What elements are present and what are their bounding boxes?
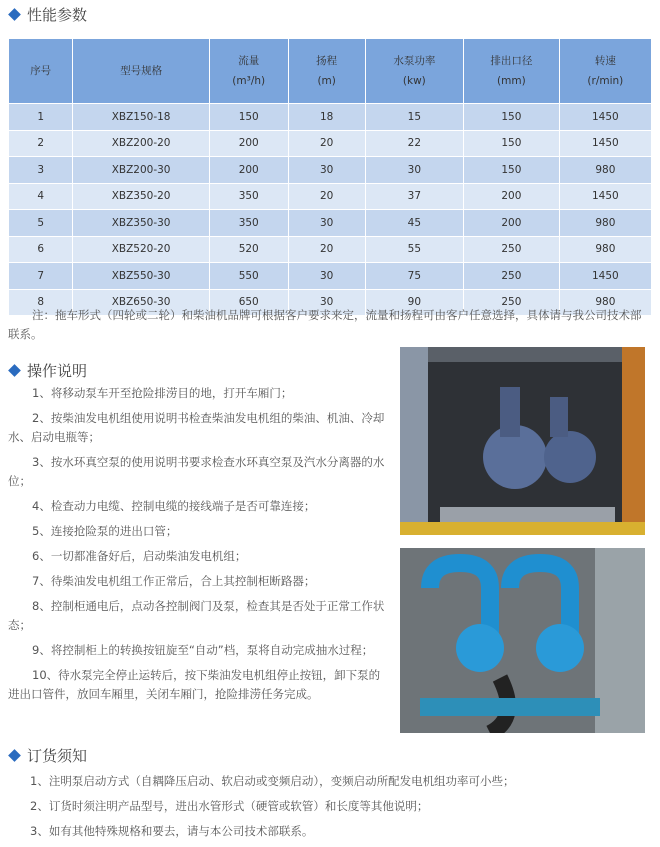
table-cell: 7 xyxy=(9,263,73,290)
table-cell: 250 xyxy=(464,263,560,290)
table-cell: 55 xyxy=(365,236,463,263)
header-unit: (m³/h) xyxy=(232,75,266,87)
heading-text: 订货须知 xyxy=(27,747,88,765)
header-unit: (m) xyxy=(317,75,336,87)
operation-steps xyxy=(8,384,388,710)
section-title-operation xyxy=(6,360,87,381)
table-cell: 45 xyxy=(365,210,463,237)
params-table xyxy=(8,38,652,316)
heading-text: 性能参数 xyxy=(27,6,88,24)
table-cell: 1450 xyxy=(559,104,651,131)
table-row xyxy=(9,236,652,263)
table-cell: 90 xyxy=(365,289,463,316)
order-note: 1、注明泵启动方式（自耦降压启动、软启动或变频启动），变频启动所配发电机组功率可小些； xyxy=(30,774,515,788)
column-header xyxy=(288,39,365,104)
table-row xyxy=(9,263,652,290)
table-cell: 1 xyxy=(9,104,73,131)
order-notes xyxy=(30,772,650,847)
pump-truck-container-photo xyxy=(400,347,645,535)
column-header xyxy=(464,39,560,104)
operation-step: 6、一切都准备好后，启动柴油发电机组； xyxy=(32,549,247,563)
table-cell: 4 xyxy=(9,183,73,210)
table-cell: 980 xyxy=(559,236,651,263)
header-unit: (r/min) xyxy=(587,75,624,87)
operation-step: 4、检查动力电缆、控制电缆的接线端子是否可靠连接； xyxy=(32,499,316,513)
column-header xyxy=(365,39,463,104)
diamond-bullet-icon xyxy=(8,364,21,377)
header-line1: 水泵功率 xyxy=(393,55,436,67)
table-cell: 550 xyxy=(209,263,288,290)
header-line1: 流量 xyxy=(238,55,260,67)
table-cell: 250 xyxy=(464,236,560,263)
table-cell: 18 xyxy=(288,104,365,131)
header-unit: (kw) xyxy=(402,75,426,87)
table-cell: 8 xyxy=(9,289,73,316)
table-cell: 150 xyxy=(209,104,288,131)
table-cell: XBZ350-20 xyxy=(73,183,209,210)
table-cell: 22 xyxy=(365,130,463,157)
table-cell: 650 xyxy=(209,289,288,316)
table-cell: 200 xyxy=(209,157,288,184)
column-header xyxy=(559,39,651,104)
table-cell: 75 xyxy=(365,263,463,290)
table-cell: XBZ200-20 xyxy=(73,130,209,157)
header-line1: 扬程 xyxy=(316,55,338,67)
table-cell: 30 xyxy=(288,263,365,290)
table-cell: XBZ200-30 xyxy=(73,157,209,184)
table-cell: 20 xyxy=(288,236,365,263)
note-text: 注：拖车形式（四轮或二轮）和柴油机品牌可根据客户要求来定，流量和扬程可由客户任意选择，具体请与我公司技术部联系。 xyxy=(8,308,642,341)
table-row xyxy=(9,157,652,184)
table-cell: 1450 xyxy=(559,183,651,210)
table-cell: 980 xyxy=(559,210,651,237)
operation-step: 5、连接抢险泵的进出口管； xyxy=(32,524,178,538)
table-cell: 200 xyxy=(464,210,560,237)
header-unit: (mm) xyxy=(497,75,526,87)
table-row xyxy=(9,104,652,131)
table-row xyxy=(9,130,652,157)
pump-unit-photo xyxy=(400,548,645,733)
table-cell: XBZ650-30 xyxy=(73,289,209,316)
table-cell: 250 xyxy=(464,289,560,316)
table-cell: 20 xyxy=(288,130,365,157)
table-cell: 200 xyxy=(209,130,288,157)
table-cell: 980 xyxy=(559,289,651,316)
operation-step: 1、将移动泵车开至抢险排涝目的地，打开车厢门； xyxy=(32,386,293,400)
header-line1: 型号规格 xyxy=(120,65,163,77)
table-cell: 520 xyxy=(209,236,288,263)
header-line1: 序号 xyxy=(30,65,52,77)
section-title-params xyxy=(6,4,87,25)
table-cell: 6 xyxy=(9,236,73,263)
table-cell: 2 xyxy=(9,130,73,157)
table-row xyxy=(9,183,652,210)
order-note: 2、订货时须注明产品型号，进出水管形式（硬管或软管）和长度等其他说明； xyxy=(30,799,429,813)
table-cell: 350 xyxy=(209,210,288,237)
diamond-bullet-icon xyxy=(8,749,21,762)
table-cell: 30 xyxy=(288,289,365,316)
diamond-bullet-icon xyxy=(8,8,21,21)
heading-text: 操作说明 xyxy=(27,362,88,380)
table-cell: 20 xyxy=(288,183,365,210)
table-cell: 3 xyxy=(9,157,73,184)
operation-step: 3、按水环真空泵的使用说明书要求检查水环真空泵及汽水分离器的水位； xyxy=(8,455,385,488)
table-cell: XBZ150-18 xyxy=(73,104,209,131)
table-cell: 150 xyxy=(464,104,560,131)
table-cell: 30 xyxy=(288,210,365,237)
table-cell: 980 xyxy=(559,157,651,184)
table-cell: 15 xyxy=(365,104,463,131)
operation-step: 7、待柴油发电机组工作正常后，合上其控制柜断路器； xyxy=(32,574,316,588)
table-cell: 5 xyxy=(9,210,73,237)
table-cell: 150 xyxy=(464,157,560,184)
table-cell: 350 xyxy=(209,183,288,210)
column-header xyxy=(209,39,288,104)
header-line1: 转速 xyxy=(594,55,616,67)
table-cell: 1450 xyxy=(559,263,651,290)
table-cell: XBZ550-30 xyxy=(73,263,209,290)
column-header xyxy=(9,39,73,104)
table-cell: 1450 xyxy=(559,130,651,157)
table-cell: 30 xyxy=(365,157,463,184)
section-title-order xyxy=(6,745,87,766)
operation-step: 9、将控制柜上的转换按钮旋至“自动”档，泵将自动完成抽水过程； xyxy=(32,643,374,657)
table-cell: XBZ350-30 xyxy=(73,210,209,237)
operation-step: 8、控制柜通电后，点动各控制阀门及泵，检查其是否处于正常工作状态； xyxy=(8,599,385,632)
table-cell: 30 xyxy=(288,157,365,184)
column-header xyxy=(73,39,209,104)
order-note: 3、如有其他特殊规格和要去，请与本公司技术部联系。 xyxy=(30,824,314,838)
table-cell: XBZ520-20 xyxy=(73,236,209,263)
header-line1: 排出口径 xyxy=(490,55,533,67)
table-cell: 37 xyxy=(365,183,463,210)
operation-step: 10、待水泵完全停止运转后，按下柴油发电机组停止按钮，卸下泵的进出口管件，放回车厢里，关闭车厢门，抢险排涝任务完成。 xyxy=(8,668,381,701)
table-cell: 200 xyxy=(464,183,560,210)
table-row xyxy=(9,210,652,237)
table-cell: 150 xyxy=(464,130,560,157)
operation-step: 2、按柴油发电机组使用说明书检查柴油发电机组的柴油、机油、冷却水、启动电瓶等； xyxy=(8,411,385,444)
